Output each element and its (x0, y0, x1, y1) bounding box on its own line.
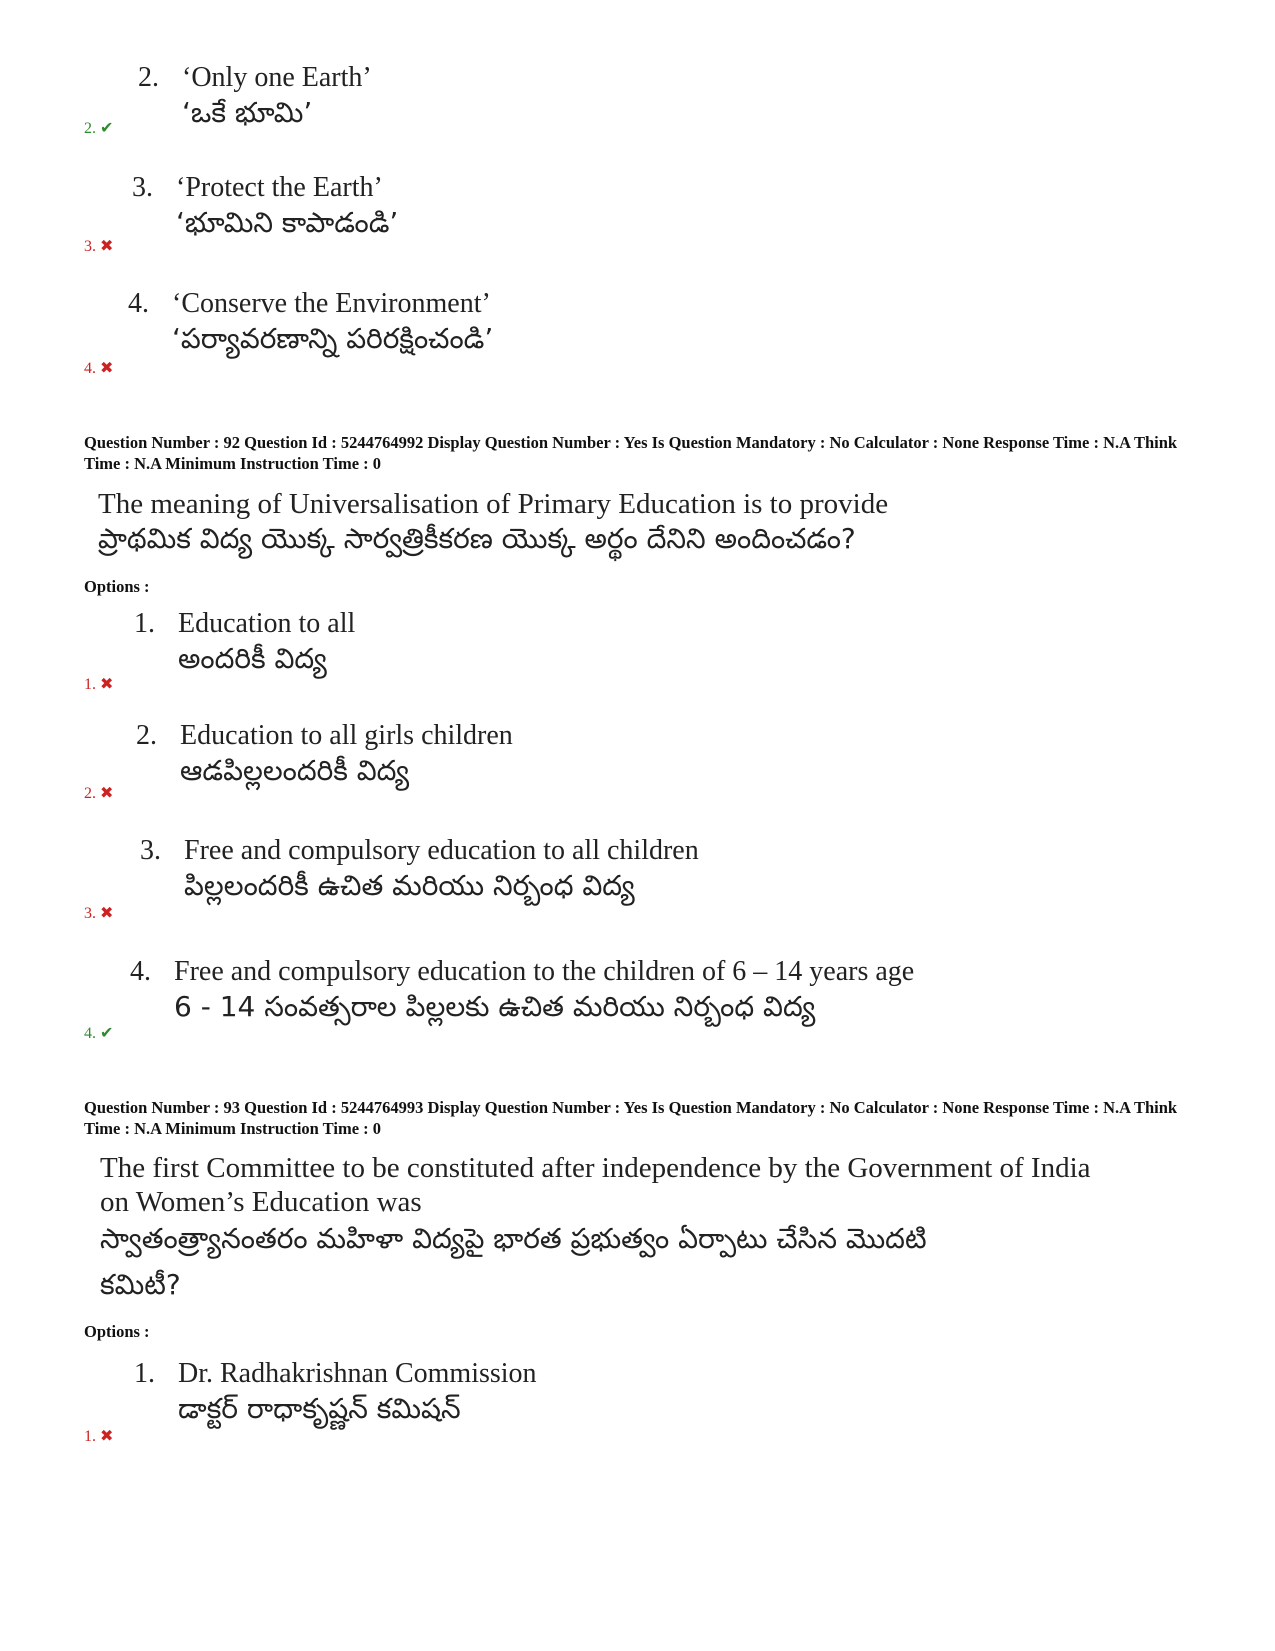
question-text-en: The meaning of Universalisation of Primary Education is to provide (98, 488, 889, 520)
option-text-en: Dr. Radhakrishnan Commission (178, 1358, 537, 1389)
answer-marker: 2. ✔ (84, 118, 114, 137)
option-text-te: ‘పర్యావరణాన్ని పరిరక్షించండి’ (172, 322, 494, 355)
cross-icon: ✖ (100, 358, 114, 377)
options-label: Options : (84, 577, 150, 596)
answer-marker: 2. ✖ (84, 783, 114, 802)
question-text-te-line2: కమిటీ? (100, 1268, 181, 1301)
option-number: 2. (138, 62, 159, 93)
option-text-te: ‘ఒకే భూమి’ (182, 96, 313, 129)
answer-marker: 4. ✖ (84, 358, 114, 377)
question-text-te: ప్రాథమిక విద్య యొక్క సార్వత్రికీకరణ యొక్క అర్థం దేనిని అందించడం? (98, 522, 856, 555)
question-meta: Question Number : 92 Question Id : 5244764992 Display Question Number : Yes Is Question Mandatory : No Calculator : None Response Time : N.A Think Time : N.A Minimum Instruction Time : 0 (84, 433, 1178, 473)
question-text-te-line1: స్వాతంత్ర్యానంతరం మహిళా విద్యపై భారత ప్రభుత్వం ఏర్పాటు చేసిన మొదటి (100, 1222, 927, 1255)
question-text-en-line1: The first Committee to be constituted after independence by the Government of India (100, 1152, 1091, 1184)
option-number: 1. (134, 608, 155, 639)
answer-marker: 4. ✔ (84, 1023, 114, 1042)
cross-icon: ✖ (100, 1426, 114, 1445)
answer-marker: 3. ✖ (84, 903, 114, 922)
cross-icon: ✖ (100, 236, 114, 255)
cross-icon: ✖ (100, 903, 114, 922)
option-number: 1. (134, 1358, 155, 1389)
option-number: 4. (128, 288, 149, 319)
answer-marker: 3. ✖ (84, 236, 114, 255)
option-text-en: Education to all girls children (180, 720, 513, 751)
option-text-te: పిల్లలందరికీ ఉచిత మరియు నిర్బంధ విద్య (184, 869, 635, 902)
options-label: Options : (84, 1322, 150, 1341)
option-text-te: డాక్టర్ రాధాకృష్ణన్ కమిషన్ (178, 1392, 461, 1425)
option-text-en: ‘Protect the Earth’ (176, 172, 383, 203)
option-number: 3. (132, 172, 153, 203)
answer-marker: 1. ✖ (84, 1426, 114, 1445)
answer-marker: 1. ✖ (84, 674, 114, 693)
option-text-te: అందరికీ విద్య (178, 642, 327, 675)
option-text-te: 6 - 14 సంవత్సరాల పిల్లలకు ఉచిత మరియు నిర్బంధ విద్య (174, 990, 816, 1023)
option-number: 3. (140, 835, 161, 866)
option-number: 2. (136, 720, 157, 751)
question-meta: Question Number : 93 Question Id : 5244764993 Display Question Number : Yes Is Question Mandatory : No Calculator : None Response Time : N.A Think Time : N.A Minimum Instruction Time : 0 (84, 1098, 1178, 1138)
option-text-en: Free and compulsory education to all children (184, 835, 699, 866)
option-number: 4. (130, 956, 151, 987)
option-text-en: Free and compulsory education to the children of 6 – 14 years age (174, 956, 915, 987)
option-text-te: ఆడపిల్లలందరికీ విద్య (180, 754, 410, 787)
cross-icon: ✖ (100, 674, 114, 693)
check-icon: ✔ (100, 1023, 114, 1042)
option-text-en: Education to all (178, 608, 356, 639)
check-icon: ✔ (100, 118, 114, 137)
option-text-te: ‘భూమిని కాపాడండి’ (176, 206, 399, 239)
cross-icon: ✖ (100, 783, 114, 802)
option-text-en: ‘Only one Earth’ (182, 62, 372, 93)
question-text-en-line2: on Women’s Education was (100, 1186, 422, 1218)
option-text-en: ‘Conserve the Environment’ (172, 288, 491, 319)
